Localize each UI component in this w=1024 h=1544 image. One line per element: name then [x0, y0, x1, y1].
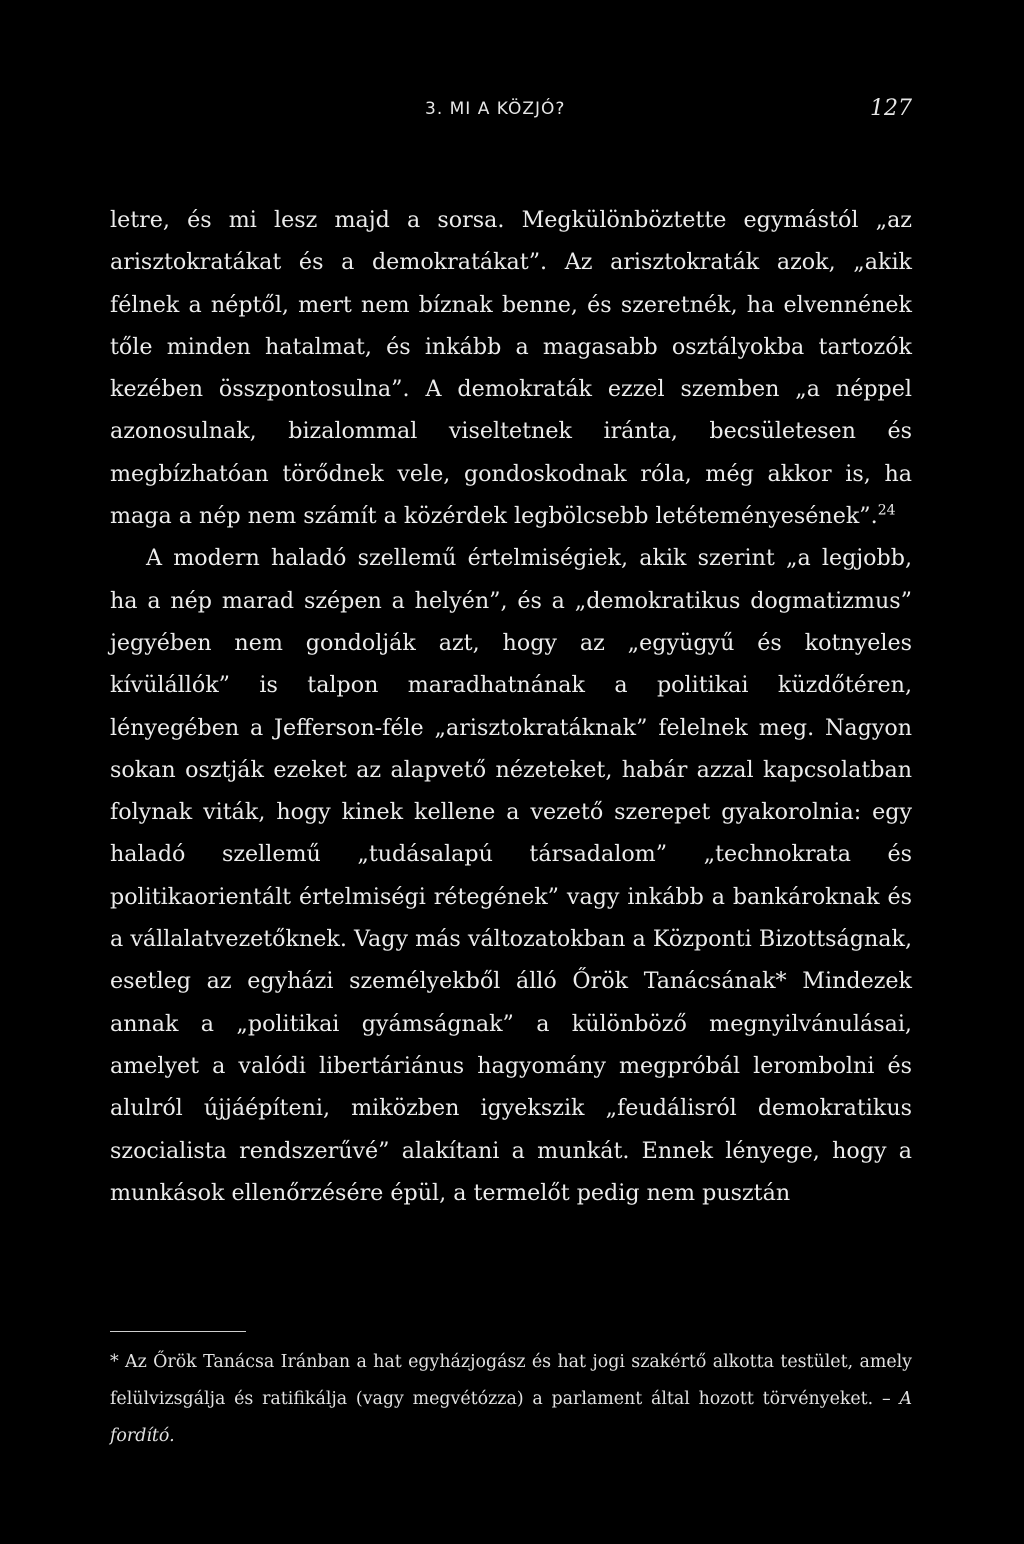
- paragraph-2: [110, 537, 912, 1214]
- paragraph-2-text-continued: Mindezek annak a „politikai gyámságnak” a különböző megnyilvánulásai, amelyet a valódi libertáriánus hagyomány megpróbál lerombolni és alulról újjáépíteni, miközben igyekszik „feudálisról demokratikus szocialista rendszerűvé” alakítani a munkát. Ennek lényege, hogy a munkások ellenőrzésére épül, a termelőt pedig nem pusztán: [110, 968, 912, 1206]
- paragraph-1: [110, 199, 912, 537]
- footnote-translator-credit: A fordító.: [110, 1389, 912, 1446]
- page-number: 127: [870, 96, 912, 121]
- footnote-reference-24: 24: [877, 502, 896, 519]
- running-head: 3. MI A KÖZJÓ?: [425, 99, 566, 119]
- footnote-marker: *: [110, 1352, 119, 1372]
- paragraph-2-text: A modern haladó szellemű értelmiségiek, akik szerint „a legjobb, ha a nép marad szépen a helyén”, és a „demokratikus dogmatizmus” jegyében nem gondolják azt, hogy az „együgyű és kotnyeles kívülállók” is talpon maradhatnának a politikai küzdőtéren, lényegében a Jefferson-féle „arisztokratáknak” felelnek meg. Nagyon sokan osztják ezeket az alapvető nézeteket, habár azzal kapcsolatban folynak viták, hogy kinek kellene a vezető szerepet gyakorolnia: egy haladó szellemű „tudásalapú társadalom” „technokrata és politikaorientált értelmiségi rétegének” vagy inkább a bankároknak és a vállalatvezetőknek. Vagy más változatokban a Központi Bizottságnak, esetleg az egyházi személyekből álló Őrök Tanácsának: [110, 545, 912, 995]
- footnote-divider: [110, 1331, 246, 1332]
- paragraph-1-text: letre, és mi lesz majd a sorsa. Megkülönböztette egymástól „az arisztokratákat és a demokratákat”. Az arisztokraták azok, „akik félnek a néptől, mert nem bíznak benne, és szeretnék, ha elvennének tőle minden hatalmat, és inkább a magasabb osztályokba tartozók kezében összpontosulna”. A demokraták ezzel szemben „a néppel azonosulnak, bizalommal viseltetnek iránta, becsületesen és megbízhatóan törődnek vele, gondoskodnak róla, még akkor is, ha maga a nép nem számít a közérdek legbölcsebb letéteményesének”.: [110, 207, 912, 530]
- body-text: [110, 199, 912, 1214]
- footnote-asterisk-marker: *: [775, 968, 787, 995]
- footnote-text: Az Őrök Tanácsa Iránban a hat egyházjogász és hat jogi szakértő alkotta testület, amely felülvizsgálja és ratifikálja (vagy megvétózza) a parlament által hozott törvényeket. –: [110, 1352, 912, 1409]
- footnote: [110, 1344, 912, 1455]
